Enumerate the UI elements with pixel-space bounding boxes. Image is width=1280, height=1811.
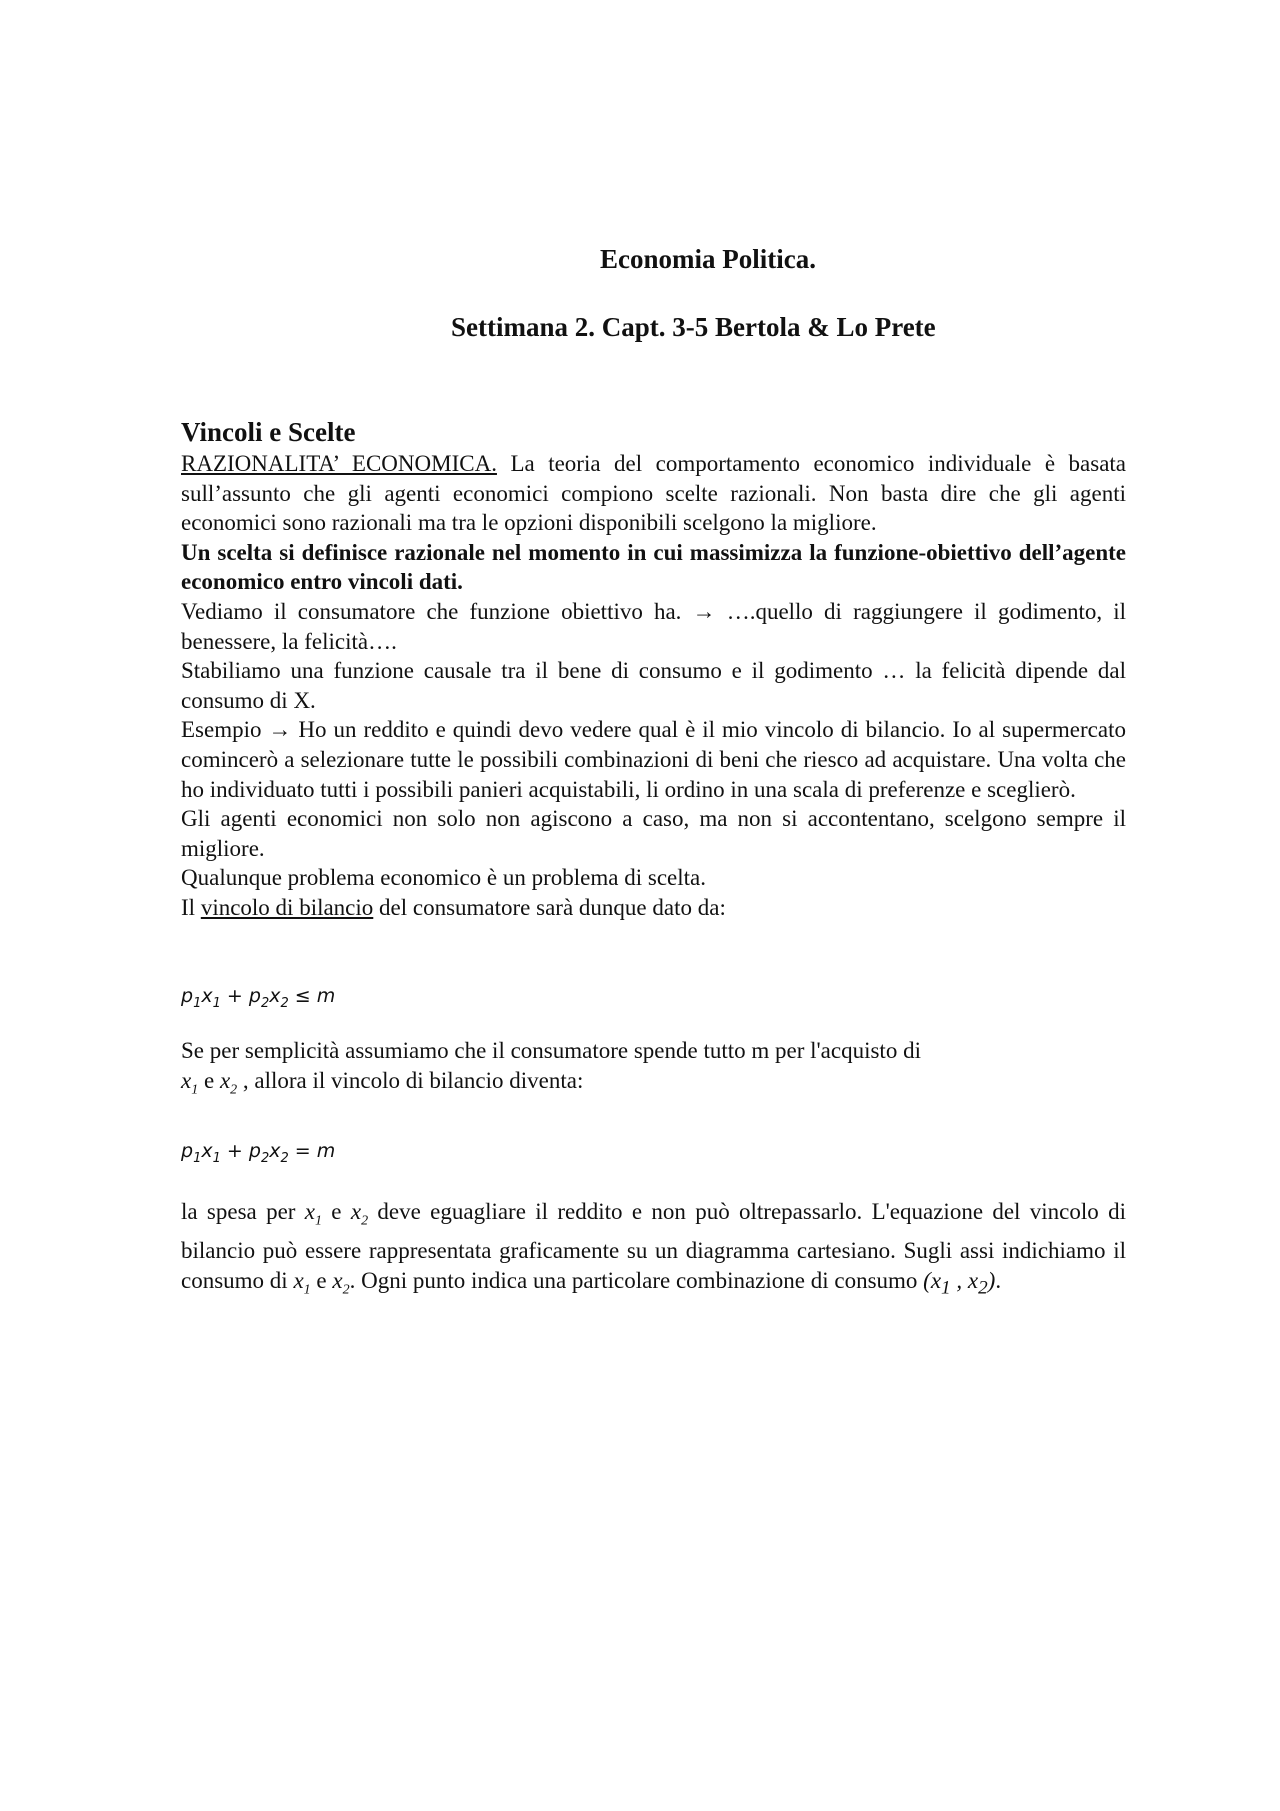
paragraph-consumer: Vediamo il consumatore che funzione obiettivo ha. → ….quello di raggiungere il godimento, il benessere, la felicità…. [181,598,1126,654]
text-span: e [198,1067,220,1093]
formula-inequality [181,985,335,1011]
formula-subscript: 1 [212,995,221,1011]
budget-constraint-term: vincolo di bilancio [200,894,374,920]
var-subscript: 1 [191,1082,199,1098]
text-span: del consumatore sarà dunque dato da: [373,894,726,920]
term-rationality: RAZIONALITA’ ECONOMICA. [181,451,497,476]
formula-subscript: 1 [193,995,202,1011]
formula-symbol: x [201,985,213,1007]
body-text [181,449,1126,923]
formula-symbol: x [269,985,281,1007]
paragraph-function: Stabiliamo una funzione causale tra il bene di consumo e il godimento … la felicità dipende dal consumo di X. [181,658,1126,713]
var-subscript: 2 [342,1282,350,1298]
paragraph-definition: Un scelta si definisce razionale nel momento in cui massimizza la funzione-obiettivo dell’agente economico entro vincoli dati. [181,539,1126,595]
formula-subscript: 2 [280,995,289,1011]
text-span: e [310,1267,333,1293]
var-subscript: 2 [230,1082,238,1098]
formula-equality [181,1140,335,1166]
text-span: la spesa per [181,1199,305,1224]
var-letter: x [293,1267,304,1293]
pair-subscript: 1 [941,1277,951,1299]
page-title: Economia Politica. [600,244,816,274]
pair-part: , x [950,1267,979,1293]
var-letter: x [332,1267,343,1293]
formula-symbol: + p [220,1140,261,1162]
var-letter: x [219,1067,231,1093]
var-subscript: 2 [361,1213,369,1229]
pair-subscript: 2 [978,1277,988,1299]
formula-subscript: 1 [212,1150,221,1166]
var-letter: x [304,1199,315,1224]
consumption-pair [923,1267,996,1299]
var-subscript: 1 [303,1282,311,1298]
paragraph-agents: Gli agenti economici non solo non agiscono a caso, ma non si accontentano, scelgono sempre il migliore. [181,806,1126,861]
section-heading: Vincoli e Scelte [181,417,356,447]
text-span: Il [181,894,201,920]
formula-subscript: 2 [280,1150,289,1166]
variable-x2 [350,1199,369,1229]
formula-subscript: 1 [193,1150,202,1166]
formula-symbol: p [181,985,194,1007]
formula-symbol: = m [288,1140,336,1162]
paragraph-rationality [181,449,1126,538]
paragraph-simplicity-line1: Se per semplicità assumiamo che il consumatore spende tutto m per l'acquisto di [181,1038,921,1063]
paragraph-simplicity [181,1036,1126,1105]
paragraph-text: La teoria del comportamento economico individuale è basata sull’assunto che gli agenti economici compiono scelte razionali. Non basta dire che gli agenti economici sono razionali ma tra le opzioni disponibili scelgono la migliore. [181,451,1126,536]
text-span: e [321,1199,351,1224]
paragraph-budget [181,893,1126,923]
paragraph-spending [181,1197,1126,1305]
formula-symbol: x [201,1140,213,1162]
formula-subscript: 2 [260,1150,270,1166]
paragraph-example: Esempio → Ho un reddito e quindi devo vedere qual è il mio vincolo di bilancio. Io al supermercato comincerò a selezionare tutte le possibili combinazioni di beni che riesco ad acquistare. Una volta che ho individuato tutti i possibili panieri acquistabili, li ordino in una scala di preferenze e sceglierò. [181,717,1126,802]
var-letter: x [350,1199,362,1224]
text-span: , allora il vincolo di bilancio diventa: [237,1067,584,1093]
formula-subscript: 2 [260,995,270,1011]
variable-x1 [304,1199,322,1229]
var-letter: x [181,1067,192,1093]
variable-x1 [181,1067,199,1098]
formula-symbol: x [269,1140,281,1162]
variable-x2 [332,1267,350,1298]
formula-symbol: + p [220,985,261,1007]
variable-x2 [219,1067,238,1098]
var-subscript: 1 [314,1213,322,1229]
text-span: . [995,1267,1002,1293]
pair-part: ) [987,1267,996,1293]
text-span: deve eguagliare il reddito e non può oltrepassarlo. L'equazione del vincolo di bilancio può essere rappresentata graficamente su un diagramma cartesiano. Sugli assi indichiamo il consumo di [181,1199,1126,1293]
pair-part: (x [923,1267,942,1293]
page-subtitle: Settimana 2. Capt. 3-5 Bertola & Lo Prete [451,312,936,342]
paragraph-spending-text [181,1197,1126,1305]
text-span: . Ogni punto indica una particolare combinazione di consumo [349,1267,924,1293]
paragraph-choice: Qualunque problema economico è un problema di scelta. [181,865,706,891]
paragraph-simplicity-line2 [181,1066,1126,1105]
formula-symbol: p [181,1140,194,1162]
variable-x1 [293,1267,311,1298]
formula-symbol: ≤ m [288,985,336,1007]
